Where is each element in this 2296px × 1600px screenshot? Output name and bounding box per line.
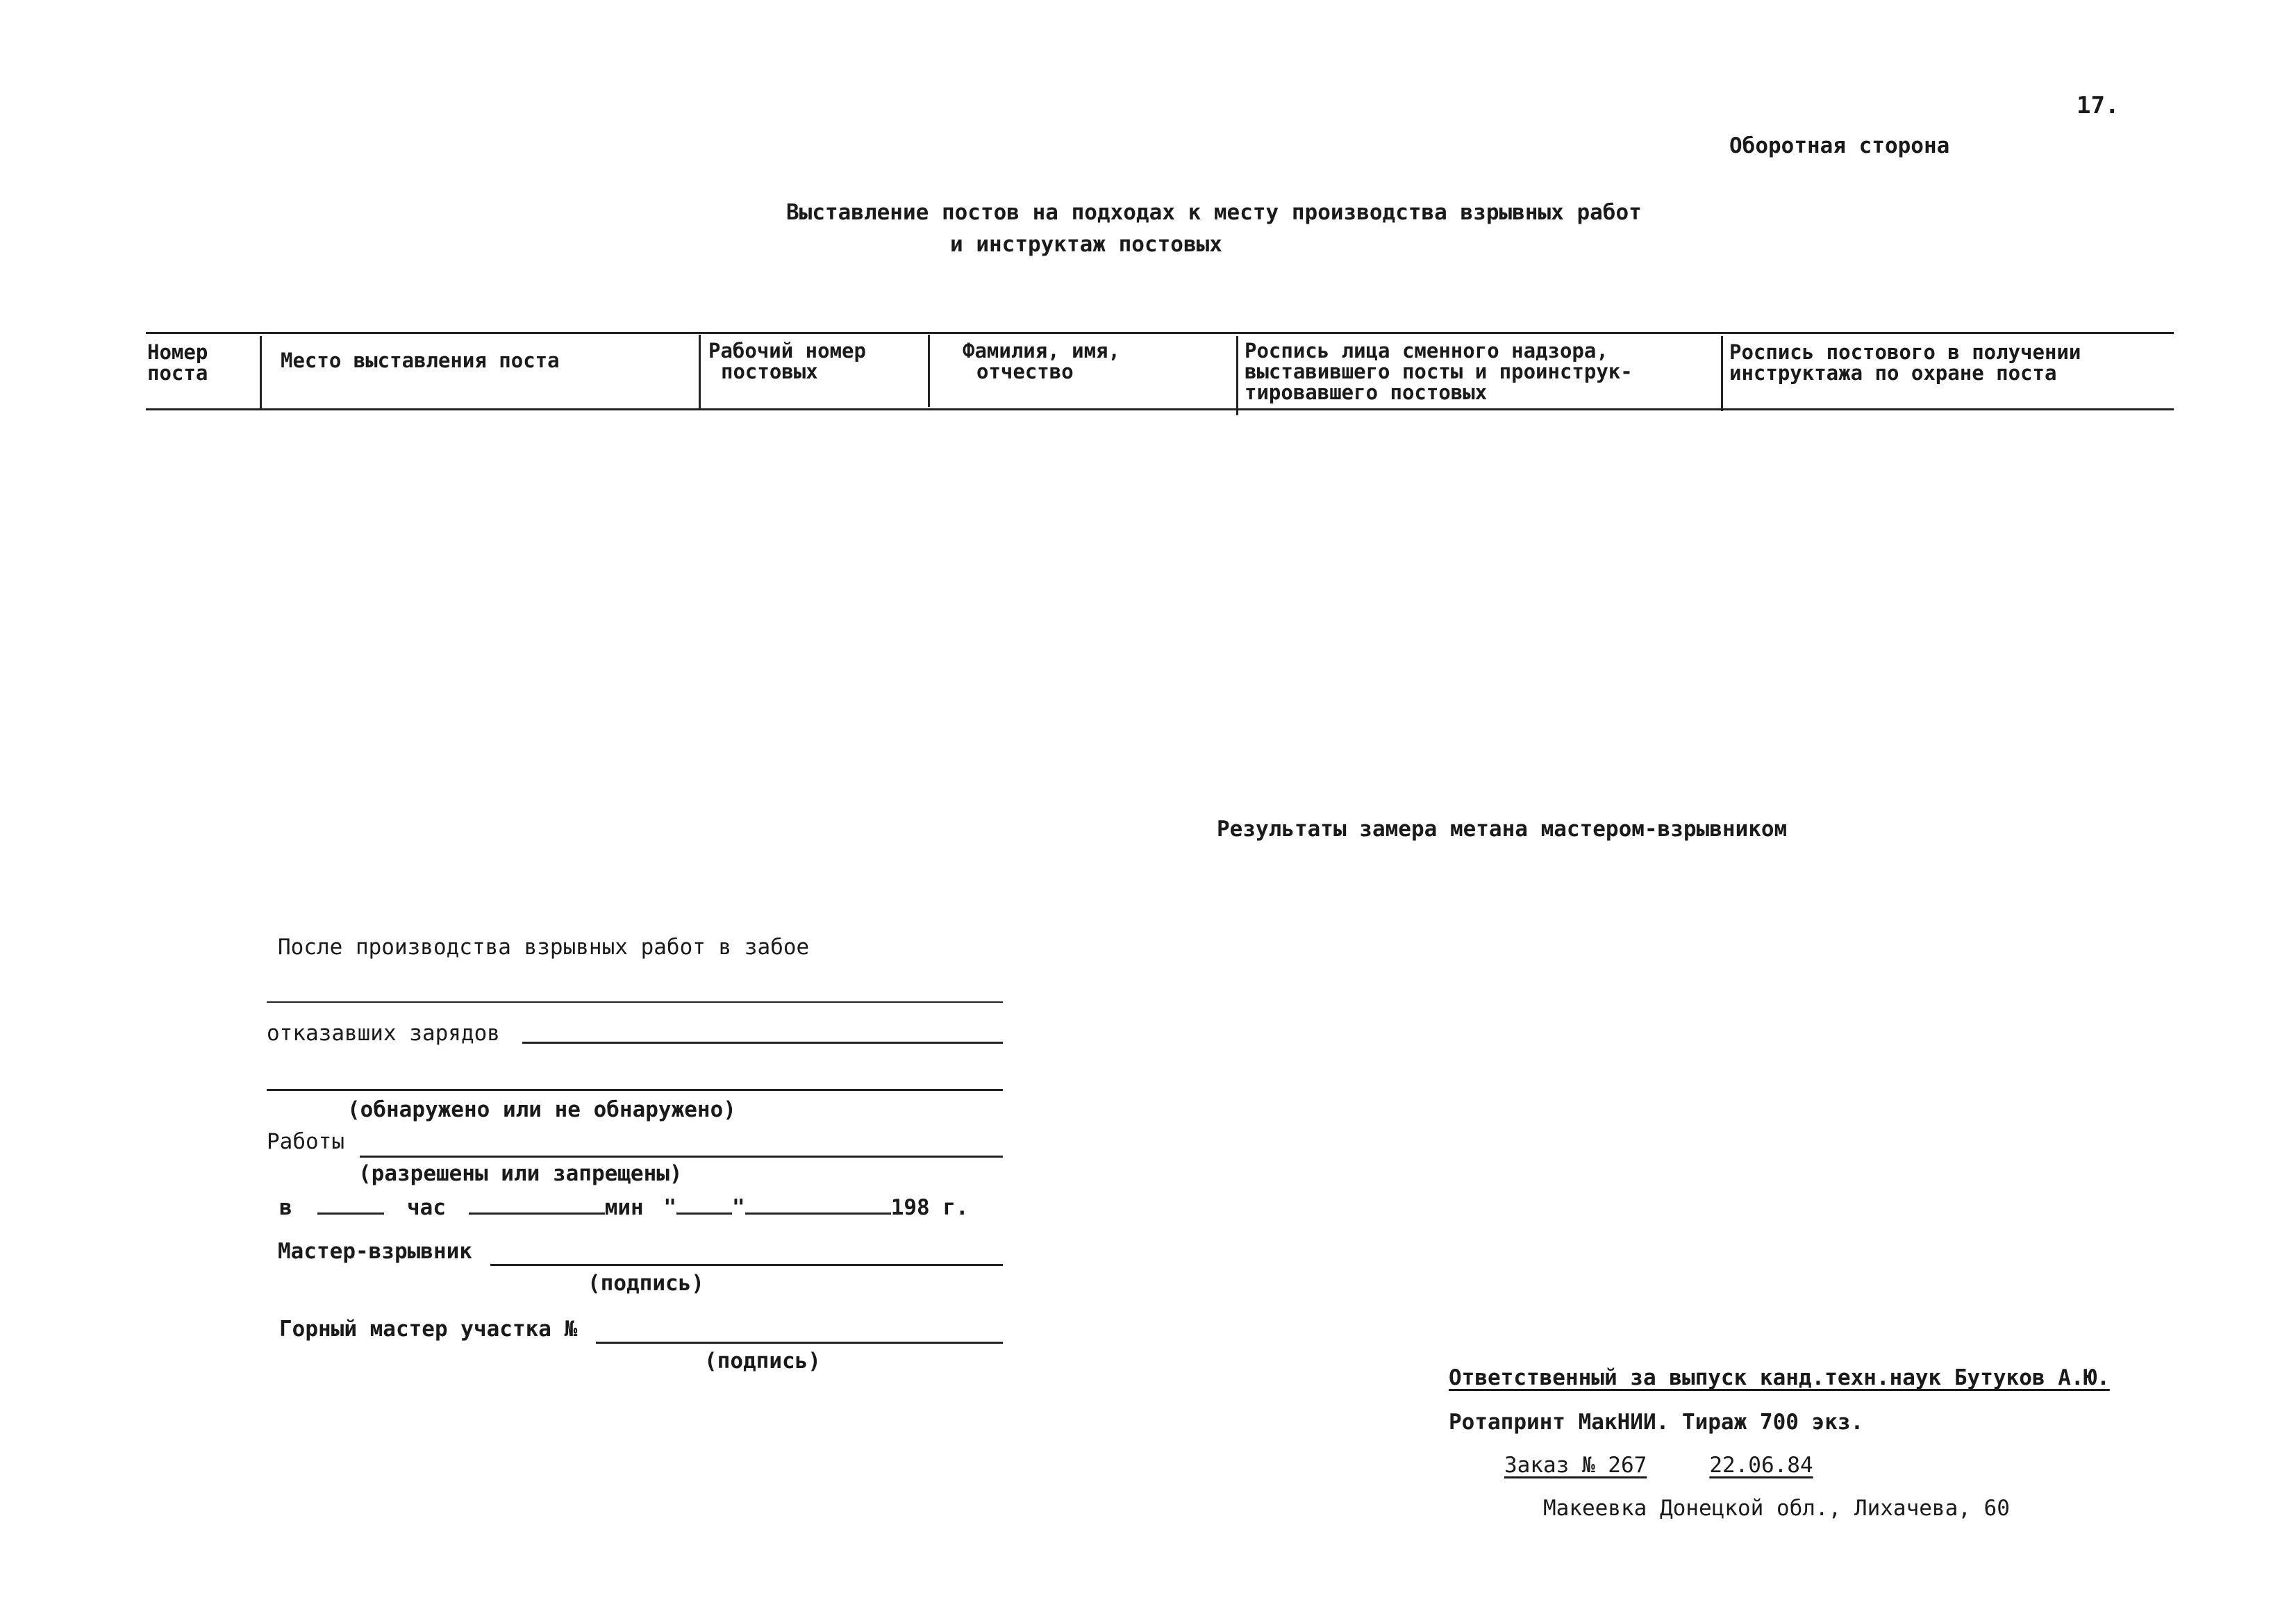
works-label: Работы — [267, 1129, 344, 1154]
order-info: Заказ № 267 22.06.84 — [1504, 1453, 1813, 1478]
signature-note: (подпись) — [588, 1271, 704, 1296]
time-row: в час мин " " 198 г. — [279, 1195, 969, 1220]
misfires-line — [522, 1042, 1003, 1044]
blaster-signature-line — [490, 1264, 1003, 1266]
works-line — [360, 1156, 1003, 1158]
header-post-location: Место выставления поста — [281, 349, 560, 372]
misfires-label: отказавших зарядов — [267, 1021, 500, 1046]
header-work-number: Рабочий номер постовых — [708, 339, 866, 383]
column-divider — [260, 336, 262, 408]
page-title-line2: и инструктаж постовых — [950, 232, 1222, 257]
column-divider — [699, 335, 701, 408]
month-blank — [745, 1194, 891, 1215]
header-full-name: Фамилия, имя, отчество — [963, 339, 1120, 383]
signature-note: (подпись) — [704, 1349, 821, 1374]
table-top-rule — [146, 332, 2174, 334]
page-title-line1: Выставление постов на подходах к месту производства взрывных работ — [786, 200, 1642, 225]
side-label: Оборотная сторона — [1729, 133, 1950, 158]
printing-info: Ротапринт МакНИИ. Тираж 700 экз. — [1449, 1410, 1864, 1435]
header-supervisor-signature: Роспись лица сменного надзора, выставившего посты и проинструк- тировавшего постовых — [1245, 339, 1633, 404]
fill-line — [267, 1001, 1003, 1003]
day-blank — [676, 1194, 732, 1215]
address: Макеевка Донецкой обл., Лихачева, 60 — [1543, 1496, 2010, 1521]
allowed-note: (разрешены или запрещены) — [358, 1161, 683, 1186]
column-divider — [1721, 336, 1723, 411]
table-bottom-rule — [146, 408, 2174, 410]
header-post-number: Номер поста — [147, 340, 208, 385]
header-guard-signature: Роспись постового в получении инструктажа по охране поста — [1729, 340, 2081, 385]
page-number: 17. — [2077, 92, 2120, 119]
column-divider — [1236, 336, 1238, 415]
mining-master-line — [596, 1342, 1003, 1344]
minute-blank — [469, 1194, 605, 1215]
blaster-label: Мастер-взрывник — [278, 1239, 472, 1264]
column-divider — [928, 335, 930, 407]
responsible-editor: Ответственный за выпуск канд.техн.наук Бутуков А.Ю. — [1449, 1365, 2110, 1390]
after-blasting-label: После производства взрывных работ в забое — [278, 935, 810, 960]
fill-line — [267, 1089, 1003, 1091]
mining-master-label: Горный мастер участка № — [279, 1317, 578, 1342]
hour-blank — [317, 1194, 384, 1215]
detected-note: (обнаружено или не обнаружено) — [347, 1097, 736, 1122]
methane-title: Результаты замера метана мастером-взрывником — [1217, 817, 1788, 842]
